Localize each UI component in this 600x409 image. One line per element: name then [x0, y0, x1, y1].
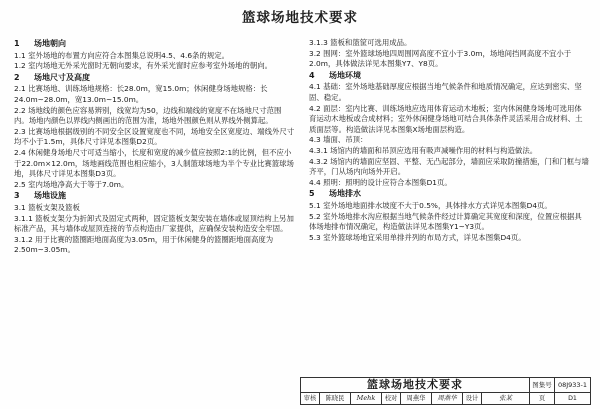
right-column	[309, 38, 589, 243]
section-heading	[14, 39, 296, 50]
page-label: 页	[530, 393, 555, 404]
section-title: 场地朝向	[34, 39, 66, 48]
section-heading	[309, 189, 589, 200]
design-label: 设计	[463, 393, 482, 404]
section-number: 5	[309, 189, 315, 199]
checker-signature: 周燕华	[432, 393, 463, 404]
paragraph: 4.2 面层：室内比赛、训练场地应选用体育运动木地板；室内休闲健身场地可选用体育运动木地板或合成材料；室外休闲健身场地可结合具体条件灵活采用合成材料、土质面层等。构造做法详见本图集X场地面层构造。	[309, 103, 583, 134]
reviewer-name: 陈晓民	[320, 393, 351, 404]
section-number: 2	[14, 72, 20, 82]
section-number: 3	[14, 191, 20, 201]
section-number: 1	[14, 39, 20, 48]
title-block	[300, 377, 591, 405]
section-title: 场地排水	[329, 189, 361, 199]
paragraph: 3.2 围网：室外篮球场地四周围网高度不宜小于3.0m，场地间挡网高度不宜小于2.0m，具体做法详见本图集Y7、Y8页。	[309, 48, 572, 69]
paragraph: 2.3 比赛场地根据级别的不同安全区设置宽度也不同，场地安全区宽度边、端线外尺寸均不小于1.5m，具体尺寸详见本图集D2页。	[14, 126, 295, 147]
paragraph: 5.1 室外场地地面排水坡度不大于0.5%，具体排水方式详见本图集D4页。	[309, 200, 552, 210]
paragraph: 4.3 墙面、吊顶：	[309, 135, 368, 145]
paragraph: 2.5 室内场地净高大于等于7.0m。	[14, 179, 129, 189]
atlas-label: 图集号	[530, 378, 555, 393]
paragraph: 3.1.1 篮板支架分为折卸式及固定式两种，固定篮板支架安装在墙体或屋顶结构上另加标准产品，其与墙体或屋顶连接的节点构造由厂家提供，应确保安装构造安全牢固。	[14, 213, 294, 234]
review-label: 审核	[301, 393, 320, 404]
page-number: D1	[568, 395, 577, 402]
atlas-number: 08J933-1	[555, 378, 590, 393]
paragraph: 5.2 室外场地排水沟应根据当地气候条件经过计算确定其宽度和深度，位置应根据具体场地排布情况确定，构造做法详见本图集Y1~Y3页。	[309, 211, 582, 232]
section-heading	[309, 71, 589, 82]
paragraph: 1.2 室内场地无外采光窗时无朝向要求，有外采光窗时应参考室外场地的朝向。	[14, 61, 272, 71]
paragraph: 3.1.3 篮板和篮筐可选用成品。	[309, 38, 412, 47]
paragraph: 2.1 比赛场地、训练场地规格：长28.0m，宽15.0m；休闲健身场地规格：长24.0m~28.0m，宽13.0m~15.0m。	[14, 84, 268, 104]
section-title: 场地尺寸及高度	[34, 72, 90, 82]
left-column	[14, 38, 296, 256]
signature-row	[301, 393, 590, 404]
paragraph: 4.3.1 场馆内的墙面和吊顶应选用有吸声减噪作用的材料与构造做法。	[309, 145, 538, 155]
paragraph: 4.1 基础：室外场地基础厚度应根据当地气候条件和地质情况确定，应达到密实、坚固、稳定。	[309, 82, 582, 102]
section-number: 4	[309, 70, 315, 80]
paragraph: 2.4 休闲健身场地尺寸可适当缩小，长度和宽度的减少值应按照2:1的比例，但不应小于22.0m×12.0m，场地画线范围也相应缩小，3人制篮球场地为半个专业比赛篮球场地，具体尺寸详见本图集D3页。	[14, 147, 294, 179]
paragraph: 3.1.2 用于比赛的篮圈距地面高度为3.05m，用于休闲健身的篮圈距地面高度为2.50m~3.05m。	[14, 234, 274, 255]
reviewer-signature: Mehk	[351, 393, 382, 404]
paragraph: 5.3 室外篮球场地宜采用单排并列的布局方式，详见本图集D4页。	[309, 232, 526, 242]
paragraph: 4.4 照明：照明的设计应符合本图集D1页。	[309, 177, 452, 187]
designer-signature: 张某	[482, 393, 530, 404]
checker-name: 周燕华	[401, 393, 432, 404]
paragraph: 2.2 场地线的颜色应容易辨别，线宽均为50，边线和端线的宽度不在场地尺寸范围内。场地内颜色以界线内侧画出的范围为准，场地外围颜色则从界线外侧算起。	[14, 105, 282, 126]
paragraph: 1.1 室外场地的布置方向应符合本图集总说明4.5、4.6条的规定。	[14, 50, 229, 60]
section-title: 场地环境	[329, 70, 361, 80]
section-heading	[14, 191, 296, 202]
section-title: 场地设施	[34, 191, 66, 201]
section-heading	[14, 73, 296, 84]
page-title: 篮球场地技术要求	[242, 10, 358, 26]
paragraph: 3.1 篮板支架及篮板	[14, 202, 80, 212]
check-label: 校对	[382, 393, 401, 404]
title-block-title: 篮球场地技术要求	[301, 378, 530, 393]
paragraph: 4.3.2 场馆内的墙面应坚固、平整、无凸起部分，墙面应采取防撞措施，门和门框与墙齐平，门从场内向场外开启。	[309, 156, 589, 177]
